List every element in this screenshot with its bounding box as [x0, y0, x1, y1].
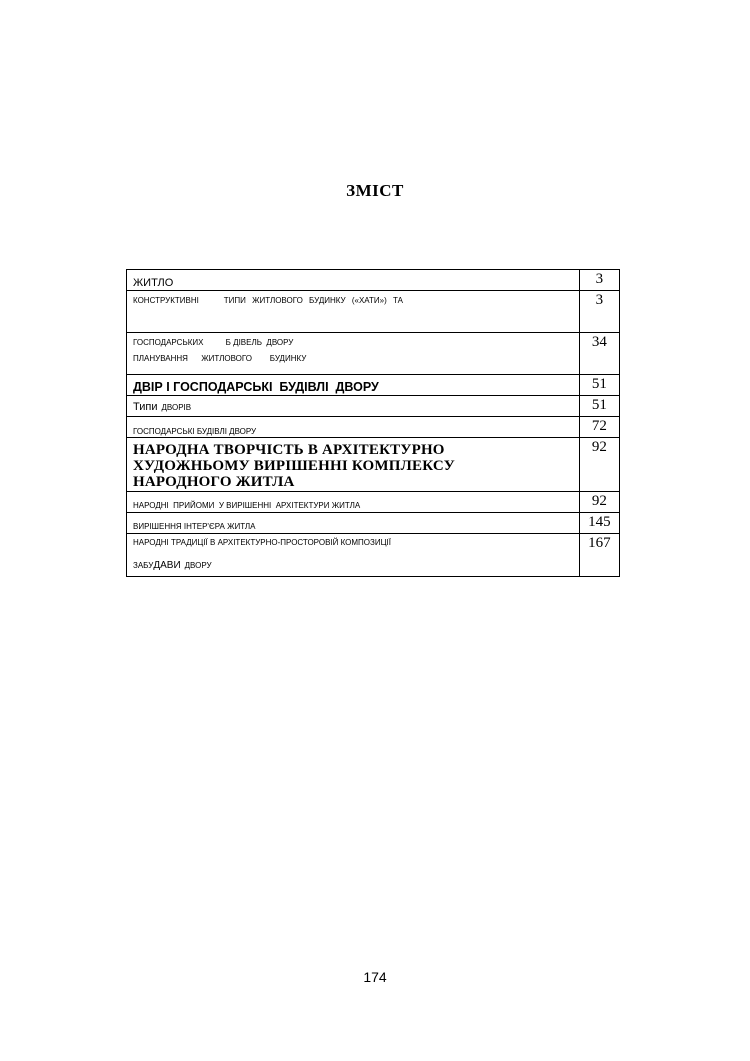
toc-entry-line: ПЛАНУВАННЯ ЖИТЛОВОГО БУДИНКУ	[133, 354, 307, 363]
toc-entry-line: ДВІР І ГОСПОДАРСЬКІ БУДІВЛІ ДВОРУ	[133, 380, 379, 394]
toc-entry-line: ГОСПОДАРСЬКІ БУДІВЛІ ДВОРУ	[133, 427, 257, 436]
toc-entry-page: 72	[579, 417, 619, 438]
toc-entry-line: Типи	[133, 401, 158, 413]
toc-row	[127, 291, 620, 333]
toc-row	[127, 513, 620, 534]
toc-row	[127, 534, 620, 577]
toc-row	[127, 396, 620, 417]
toc-entry-line-group	[133, 555, 573, 573]
toc-entry-line: ДВОРІВ	[161, 403, 192, 412]
toc-entry-line: ХУДОЖНЬОМУ ВИРІШЕННІ КОМПЛЕКСУ	[133, 458, 455, 474]
toc-entry-page: 92	[579, 492, 619, 513]
toc-entry-title	[127, 396, 580, 417]
toc-entry-line: НАРОДНОГО ЖИТЛА	[133, 474, 295, 490]
page-number: 174	[363, 969, 387, 985]
toc-row	[127, 333, 620, 375]
toc-entry-line: НАРОДНІ ТРАДИЦІЇ В АРХІТЕКТУРНО-ПРОСТОРОВІЙ КОМПОЗИЦІЇ	[133, 538, 391, 547]
toc-entry-page: 3	[579, 270, 619, 291]
toc-row	[127, 375, 620, 396]
toc-entry-title	[127, 417, 580, 438]
toc-entry-line: ГОСПОДАРСЬКИХ Б ДІВЕЛЬ ДВОРУ	[133, 338, 294, 347]
table-of-contents	[126, 269, 620, 577]
toc-entry-title	[127, 270, 580, 291]
toc-entry-page: 34	[579, 333, 619, 375]
toc-entry-title	[127, 291, 580, 333]
toc-entry-line: НАРОДНІ ПРИЙОМИ У ВИРІШЕННІ АРХІТЕКТУРИ ЖИТЛА	[133, 501, 361, 510]
toc-entry-title	[127, 375, 580, 396]
toc-entry-line: КОНСТРУКТИВНІ ТИПИ ЖИТЛОВОГО БУДИНКУ («ХАТИ») ТА	[133, 296, 403, 305]
toc-entry-page: 3	[579, 291, 619, 333]
toc-entry-title	[127, 492, 580, 513]
toc-entry-line: ДАВИ	[153, 560, 181, 571]
toc-entry-line: ДВОРУ	[184, 561, 212, 570]
toc-entry-page: 51	[579, 396, 619, 417]
toc-entry-line: ВИРІШЕННЯ ІНТЕР'ЄРА ЖИТЛА	[133, 522, 256, 531]
toc-row	[127, 417, 620, 438]
toc-entry-title	[127, 333, 580, 375]
toc-entry-line: НАРОДНА ТВОРЧІСТЬ В АРХІТЕКТУРНО	[133, 442, 445, 458]
toc-entry-title	[127, 534, 580, 577]
toc-entry-page: 51	[579, 375, 619, 396]
toc-entry-line: ЖИТЛО	[133, 277, 174, 289]
toc-entry-page: 92	[579, 438, 619, 492]
toc-entry-line: ЗАБУ	[133, 561, 154, 570]
toc-entry-page: 167	[579, 534, 619, 577]
toc-row	[127, 270, 620, 291]
contents-heading: ЗМІСТ	[346, 181, 404, 200]
toc-row	[127, 438, 620, 492]
toc-entry-title	[127, 438, 580, 492]
toc-row	[127, 492, 620, 513]
toc-entry-title	[127, 513, 580, 534]
toc-entry-page: 145	[579, 513, 619, 534]
